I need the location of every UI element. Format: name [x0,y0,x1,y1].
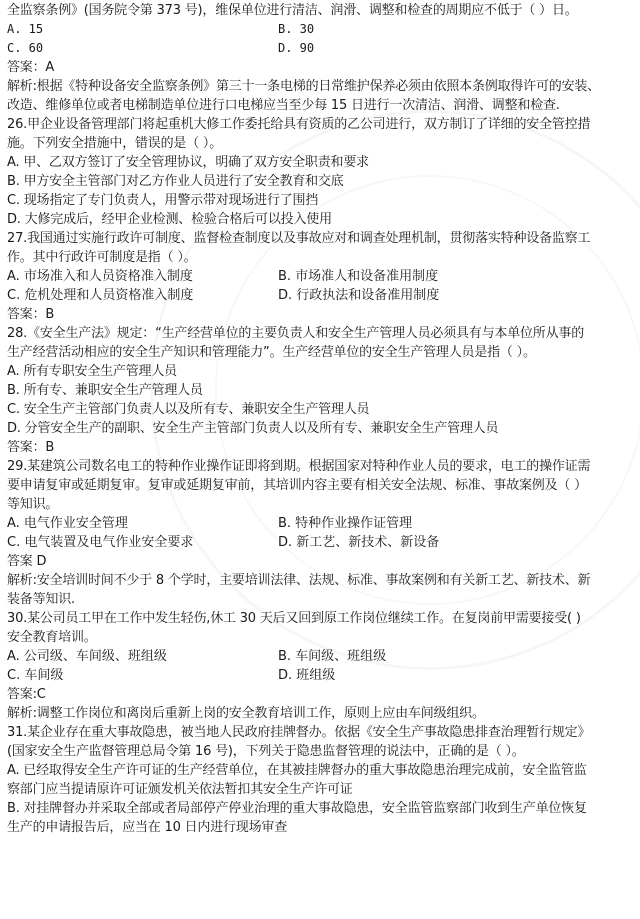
q31-option-b-line-2: 生产的申请报告后，应当在 10 日内进行现场审查 [7,820,288,835]
q29-options-row-2 [7,533,634,552]
q30-analysis-line-1: 解析:调整工作岗位和离岗后重新上岗的安全教育培训工作，原则上应由车间级组织。 [7,706,485,721]
q26-option-b: B. 甲方安全主管部门对乙方作业人员进行了安全教育和交底 [7,174,344,189]
q26-option-d: D. 大修完成后，经甲企业检测、检验合格后可以投入使用 [7,212,332,227]
q28-answer: 答案：B [7,440,55,455]
q31-option-b-line-1: B. 对挂牌督办并采取全部或者局部停产停业治理的重大事故隐患，安全监管监察部门收到生产单位恢复 [7,801,587,816]
q25-options-row-1 [7,20,634,39]
q30-options-row-1 [7,647,634,666]
q27-option-c: C. 危机处理和人员资格准入制度 [7,288,194,303]
q25-option-c: C. 60 [7,41,44,55]
q30-answer: 答案:C [7,687,46,702]
q29-answer: 答案 D [7,554,47,569]
q30-options-row-2 [7,666,634,685]
q29-option-c: C. 电气装置及电气作业安全要求 [7,535,194,550]
q28-stem-line-2: 生产经营活动相应的安全生产知识和管理能力”。生产经营单位的安全生产管理人员是指（ ）。 [7,345,536,360]
q29-stem-line-1: 29.某建筑公司数名电工的特种作业操作证即将到期。根据国家对特种作业人员的要求，电工的操作证需 [7,459,591,474]
q25-analysis-line-1: 解析:根据《特种设备安全监察条例》第三十一条电梯的日常维护保养必须由依照本条例取得许可的安装、 [7,79,600,94]
q27-options-row-1 [7,267,634,286]
q30-stem-line-2: 安全教育培训。 [7,630,97,645]
q28-option-a: A. 所有专职安全生产管理人员 [7,364,177,379]
q27-answer: 答案：B [7,307,55,322]
q30-stem-line-1: 30.某公司员工甲在工作中发生轻伤,休工 30 天后又回到原工作岗位继续工作。在复岗前甲需要接受( ) [7,611,581,626]
q26-stem-line-2: 施。下列安全措施中，错误的是（ ）。 [7,136,223,151]
q27-option-b: B. 市场准人和设备准用制度 [278,269,439,284]
q29-stem-line-2: 要申请复审或延期复审。复审或延期复审前，其培训内容主要有相关安全法规、标准、事故案例及（ ） [7,478,587,493]
q29-analysis-line-2: 装备等知识. [7,592,75,607]
q25-option-d: D. 90 [278,41,315,55]
q25-analysis-line-2: 改造、维修单位或者电梯制造单位进行口电梯应当至少每 15 日进行一次清洁、润滑、调整和检查. [7,98,560,113]
q27-stem-line-1: 27.我国通过实施行政许可制度、监督检查制度以及事故应对和调查处理机制，贯彻落实特种设备监察工 [7,231,591,246]
q29-analysis-line-1: 解析:安全培训时间不少于 8 个学时，主要培训法律、法规、标准、事故案例和有关新工艺、新技术、新 [7,573,591,588]
q26-stem-line-1: 26.甲企业设备管理部门将起重机大修工作委托给具有资质的乙公司进行，双方制订了详细的安全管控措 [7,117,591,132]
q27-stem-line-2: 作。其中行政许可制度是指（ ）。 [7,250,197,265]
q29-option-d: D. 新工艺、新技术、新设备 [278,535,440,550]
q31-stem-line-2: (国家安全生产监督管理总局令第 16 号)，下列关于隐患监督管理的说法中，正确的是（ ）。 [7,744,525,759]
q31-option-a-line-1: A. 已经取得安全生产许可证的生产经营单位，在其被挂牌督办的重大事故隐患治理完成前，安全监管监 [7,763,587,778]
q27-option-a: A. 市场准入和人员资格准入制度 [7,269,193,284]
q25-answer: 答案：A [7,60,55,75]
q28-option-c: C. 安全生产主管部门负责人以及所有专、兼职安全生产管理人员 [7,402,370,417]
q28-stem-line-1: 28.《安全生产法》规定：“生产经营单位的主要负责人和安全生产管理人员必须具有与本单位所从事的 [7,326,585,341]
q30-option-b: B. 车间级、班组级 [278,649,387,664]
q25-option-a: A. 15 [7,22,44,36]
q30-option-a: A. 公司级、车间级、班组级 [7,649,167,664]
q25-stem-tail: 全监察条例》(国务院令第 373 号)，维保单位进行清洁、润滑、调整和检查的周期应不低于（ ）日。 [7,3,578,18]
q30-option-d: D. 班组级 [278,668,336,683]
q26-option-c: C. 现场指定了专门负责人，用警示带对现场进行了围挡 [7,193,319,208]
q28-option-d: D. 分管安全生产的副职、安全生产主管部门负责人以及所有专、兼职安全生产管理人员 [7,421,499,436]
q29-options-row-1 [7,514,634,533]
q27-option-d: D. 行政执法和设备准用制度 [278,288,440,303]
q25-options-row-2 [7,39,634,58]
q27-options-row-2 [7,286,634,305]
q31-option-a-line-2: 察部门应当提请原许可证颁发机关依法暂扣其安全生产许可证 [7,782,353,797]
q31-stem-line-1: 31.某企业存在重大事故隐患，被当地人民政府挂牌督办。依据《安全生产事故隐患排查治理暂行规定》 [7,725,591,740]
q29-option-a: A. 电气作业安全管理 [7,516,128,531]
q26-option-a: A. 甲、乙双方签订了安全管理协议，明确了双方安全职责和要求 [7,155,369,170]
q28-option-b: B. 所有专、兼职安全生产管理人员 [7,383,203,398]
q25-option-b: B. 30 [278,22,315,36]
q29-option-b: B. 特种作业操作证管理 [278,516,413,531]
q29-stem-line-3: 等知识。 [7,497,59,512]
q30-option-c: C. 车间级 [7,668,64,683]
